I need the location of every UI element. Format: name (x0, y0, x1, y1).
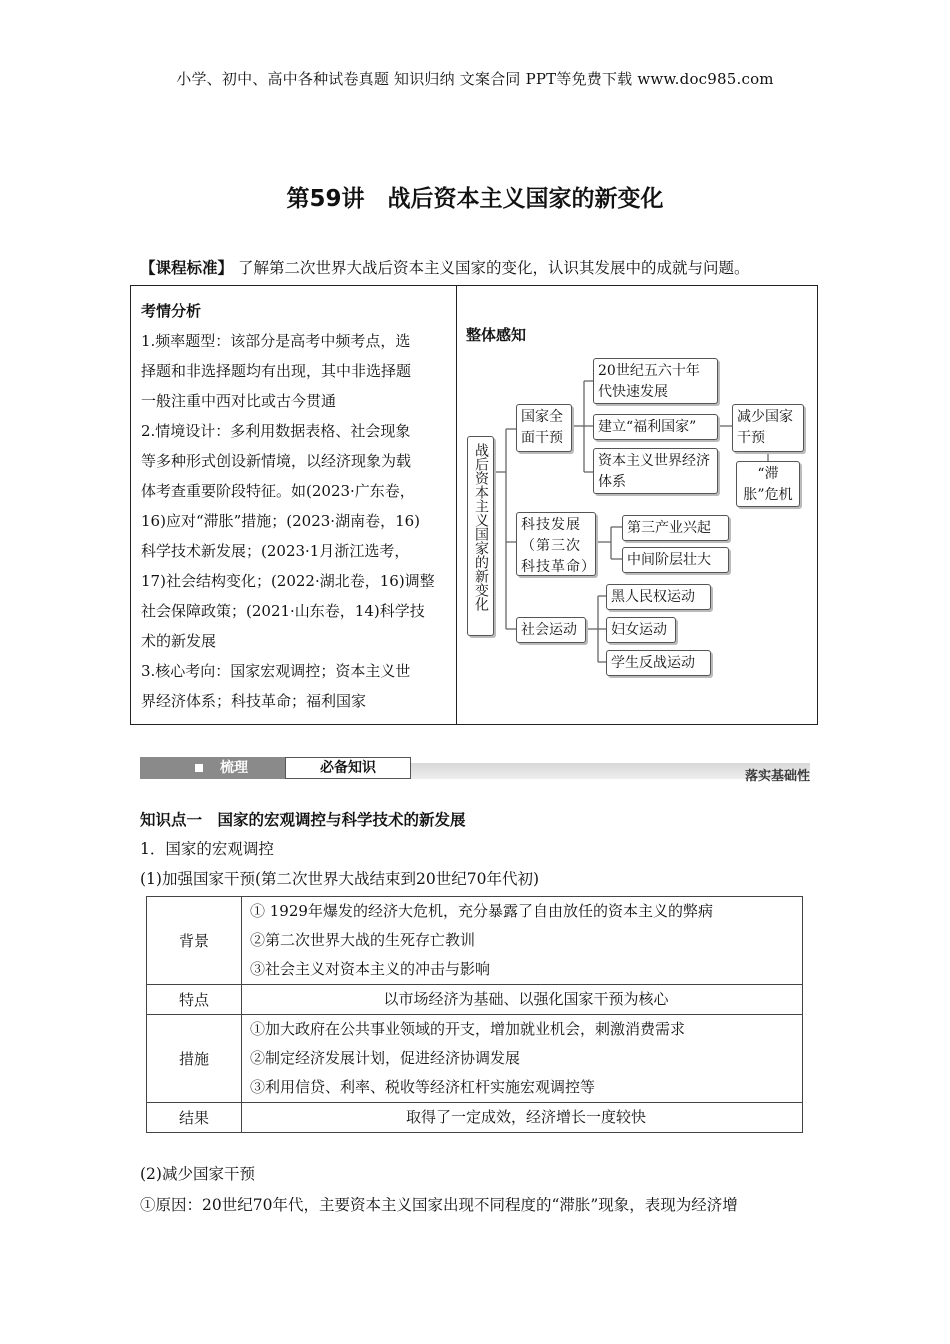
analysis-line: 术的新发展 (141, 632, 217, 650)
section-banner (140, 757, 810, 784)
analysis-line: 界经济体系；科技革命；福利国家 (141, 692, 367, 710)
cell-line: ①加大政府在公共事业领域的开支，增加就业机会，刺激消费需求 (250, 1020, 686, 1038)
analysis-line: 等多种形式创设新情境，以经济现象为载 (141, 452, 412, 470)
row-content (242, 1015, 803, 1103)
analysis-line: 3.核心考向：国家宏观调控；资本主义世 (141, 662, 411, 680)
analysis-line: 社会保障政策；(2021·山东卷，14)科学技 (141, 602, 425, 620)
row-head: 特点 (147, 985, 242, 1015)
cell-line: ②制定经济发展计划，促进经济协调发展 (250, 1049, 521, 1067)
intervention-table (146, 896, 803, 1133)
mindmap-title: 整体感知 (466, 326, 527, 344)
subheading-reduce-intervention: (2)减少国家干预 (140, 1165, 255, 1183)
site-banner: 小学、初中、高中各种试卷真题 知识归纳 文案合同 PPT等免费下载 www.doc985.com (176, 70, 774, 88)
section-label: 梳理 (220, 760, 248, 776)
row-head: 背景 (147, 897, 242, 985)
table-row (147, 1103, 803, 1133)
row-content (242, 1103, 803, 1133)
cell-line: ②第二次世界大战的生死存亡教训 (250, 931, 476, 949)
section-label-box (140, 757, 285, 779)
table-row (147, 897, 803, 985)
page-title: 第59讲 战后资本主义国家的新变化 (286, 186, 664, 212)
mindmap-root: 战后资本主义国家的新变化 (467, 436, 494, 636)
analysis-line: 17)社会结构变化；(2022·湖北卷，16)调整 (141, 572, 435, 590)
analysis-line: 16)应对“滞胀”措施；(2023·湖南卷，16) (141, 512, 421, 530)
cell-line: 取得了一定成效，经济增长一度较快 (405, 1108, 646, 1126)
mindmap-item-tertiary: 第三产业兴起 (622, 515, 729, 541)
row-content (242, 985, 803, 1015)
row-head: 措施 (147, 1015, 242, 1103)
analysis-line: 科学技术新发展；(2023·1月浙江选考， (141, 542, 410, 560)
mindmap-item-antiwar: 学生反战运动 (606, 650, 711, 676)
analysis-line: 1.频率题型：该部分是高考中频考点，选 (141, 332, 411, 350)
subheading-strengthen-intervention: (1)加强国家干预(第二次世界大战结束到20世纪70年代初) (140, 870, 539, 888)
curriculum-label: 【课程标准】 (140, 259, 234, 277)
mindmap-item-rapid-growth: 20世纪五六十年代快速发展 (593, 358, 718, 404)
cell-line: 以市场经济为基础、以强化国家干预为核心 (383, 990, 669, 1008)
row-head: 结果 (147, 1103, 242, 1133)
analysis-line: 体考查重要阶段特征。如(2023·广东卷， (141, 482, 415, 500)
section-tag: 必备知识 (285, 757, 411, 779)
mindmap-stagflation: “滞胀”危机 (736, 461, 800, 507)
cell-line: ③社会主义对资本主义的冲击与影响 (250, 960, 491, 978)
row-content (242, 897, 803, 985)
mindmap-item-world-economy: 资本主义世界经济体系 (593, 448, 718, 494)
mindmap-reduce-intervention: 减少国家干预 (732, 404, 804, 452)
cell-line: ① 1929年爆发的经济大危机，充分暴露了自由放任的资本主义的弊病 (250, 902, 713, 920)
analysis-line: 一般注重中西对比或古今贯通 (141, 392, 337, 410)
analysis-line: 择题和非选择题均有出现，其中非选择题 (141, 362, 412, 380)
cell-line: ③利用信贷、利率、税收等经济杠杆实施宏观调控等 (250, 1078, 596, 1096)
exam-info-box (130, 285, 818, 725)
mindmap-item-women: 妇女运动 (606, 617, 676, 643)
table-row (147, 1015, 803, 1103)
curriculum-standard (140, 256, 749, 278)
table-row (147, 985, 803, 1015)
curriculum-text: 了解第二次世界大战后资本主义国家的变化，认识其发展中的成就与问题。 (237, 259, 750, 277)
mindmap-item-civil-rights: 黑人民权运动 (606, 584, 711, 610)
mindmap-branch-intervention: 国家全面干预 (516, 404, 572, 452)
subheading-macro-control: 1．国家的宏观调控 (140, 840, 274, 858)
square-bullet-icon (195, 764, 203, 772)
knowledge-point-heading: 知识点一 国家的宏观调控与科学技术的新发展 (140, 811, 466, 829)
section-right-label: 落实基础性 (744, 769, 810, 784)
mindmap-branch-social: 社会运动 (516, 617, 586, 643)
mindmap-item-welfare-state: 建立“福利国家” (593, 414, 718, 440)
mindmap-item-middle-class: 中间阶层壮大 (622, 547, 729, 573)
analysis-heading: 考情分析 (141, 302, 202, 320)
reason-text: ①原因：20世纪70年代，主要资本主义国家出现不同程度的“滞胀”现象，表现为经济增 (140, 1196, 738, 1214)
analysis-line: 2.情境设计：多利用数据表格、社会现象 (141, 422, 411, 440)
mindmap-branch-technology: 科技发展（第三次科技革命） (516, 512, 596, 576)
